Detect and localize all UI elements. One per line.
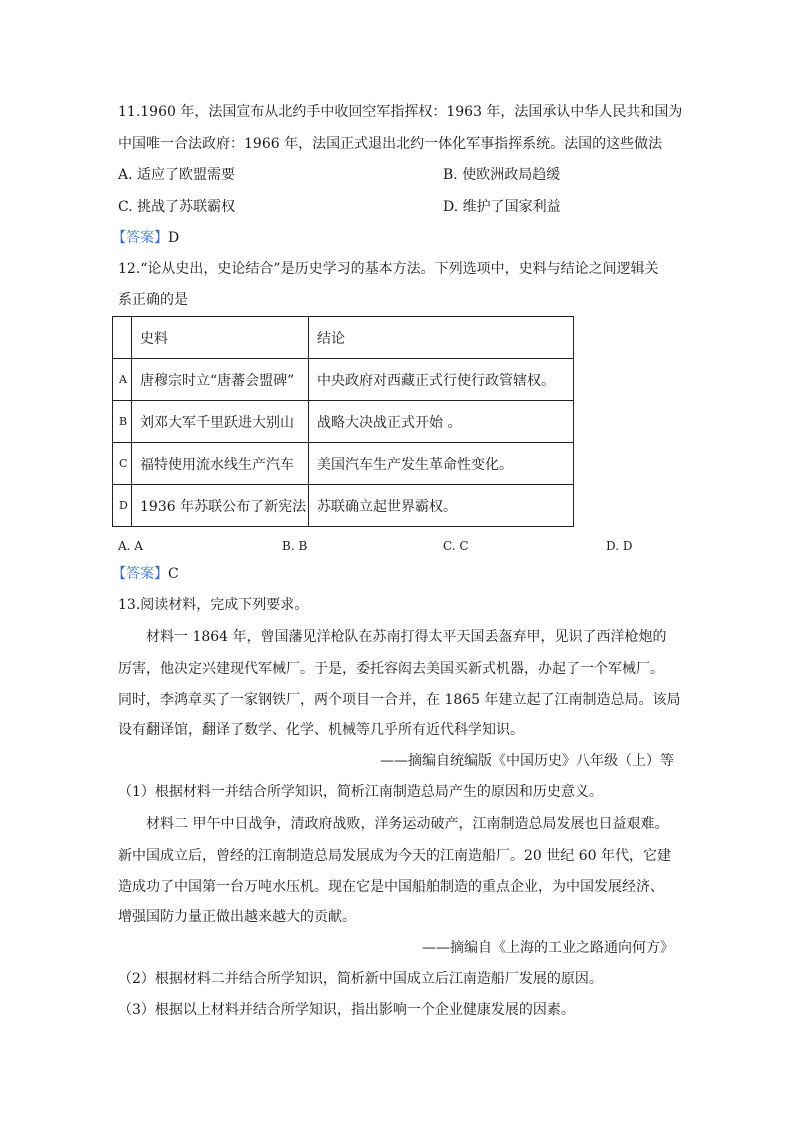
q13-source-1: ——摘编自统编版《中国历史》八年级（上）等 — [380, 753, 674, 769]
q13-material2-line-4: 增强国防力量正做出越来越大的贡献。 — [118, 909, 356, 925]
row-key: D — [113, 485, 132, 527]
row-key: A — [113, 359, 132, 401]
answer-tag: 【答案】 — [112, 566, 168, 582]
table-row — [113, 359, 574, 401]
row-conclusion: 中央政府对西藏正式行使行政管辖权。 — [309, 359, 574, 401]
row-conclusion: 战略大决战正式开始 。 — [309, 401, 574, 443]
material-conclusion-table — [112, 316, 574, 527]
q11-stem-line-1: 11.1960 年，法国宣布从北约手中收回空军指挥权：1963 年，法国承认中华人民共和国为 — [118, 104, 683, 120]
table-row — [113, 443, 574, 485]
q13-source-2: ——摘编自《上海的工业之路通向何方》 — [422, 940, 674, 956]
row-material: 刘邓大军千里跃进大别山 — [132, 401, 309, 443]
q11-option-d: D. 维护了国家利益 — [443, 199, 561, 215]
q11-option-c: C. 挑战了苏联霸权 — [118, 199, 236, 215]
q13-material2-line-2: 新中国成立后，曾经的江南制造总局发展成为今天的江南造船厂。20 世纪 60 年代，它建 — [118, 848, 671, 864]
q12-option-d: D. D — [606, 539, 633, 553]
row-key: C — [113, 443, 132, 485]
q12-option-b: B. B — [282, 539, 308, 553]
answer-value: C — [168, 566, 179, 582]
q13-material1-line-2: 厉害，他决定兴建现代军械厂。于是，委托容闳去美国买新式机器，办起了一个军械厂。 — [118, 661, 664, 677]
table-row — [113, 485, 574, 527]
row-key: B — [113, 401, 132, 443]
q13-material1-line-3: 同时，李鸿章买了一家钢铁厂，两个项目一合并，在 1865 年建立起了江南制造总局。该局 — [118, 692, 681, 708]
q12-option-a: A. A — [118, 539, 143, 553]
row-conclusion: 美国汽车生产发生革命性变化。 — [309, 443, 574, 485]
q13-task-3: （3）根据以上材料并结合所学知识，指出影响一个企业健康发展的因素。 — [118, 1002, 575, 1018]
row-conclusion: 苏联确立起世界霸权。 — [309, 485, 574, 527]
answer-value: D — [168, 230, 180, 246]
q13-material1-line-4: 设有翻译馆，翻译了数学、化学、机械等几乎所有近代科学知识。 — [118, 722, 524, 738]
q11-stem-line-2: 中国唯一合法政府：1966 年，法国正式退出北约一体化军事指挥系统。法国的这些做法 — [118, 136, 663, 152]
table-row — [113, 401, 574, 443]
q13-intro: 13.阅读材料，完成下列要求。 — [118, 597, 309, 613]
q13-task-2: （2）根据材料二并结合所学知识，简析新中国成立后江南造船厂发展的原因。 — [118, 971, 603, 987]
row-material: 1936 年苏联公布了新宪法 — [132, 485, 309, 527]
q11-option-a: A. 适应了欧盟需要 — [118, 167, 236, 183]
q13-material2-line-3: 造成功了中国第一台万吨水压机。现在它是中国船舶制造的重点企业，为中国发展经济、 — [118, 879, 664, 895]
q12-answer — [112, 564, 179, 584]
row-material: 唐穆宗时立“唐蕃会盟碑” — [132, 359, 309, 401]
q13-task-1: （1）根据材料一并结合所学知识，简析江南制造总局产生的原因和历史意义。 — [118, 784, 603, 800]
header-material-cell: 史料 — [132, 317, 309, 359]
q13-material1-line-1: 材料一 1864 年，曾国藩见洋枪队在苏南打得太平天国丢盔弃甲，见识了西洋枪炮的 — [146, 629, 667, 645]
table-header-row — [113, 317, 574, 359]
q12-stem-line-1: 12.“论从史出，史论结合”是历史学习的基本方法。下列选项中，史料与结论之间逻辑关 — [118, 261, 659, 277]
q12-stem-line-2: 系正确的是 — [118, 292, 188, 308]
header-conclusion-cell: 结论 — [309, 317, 574, 359]
header-key-cell — [113, 317, 132, 359]
q11-option-b: B. 使欧洲政局趋缓 — [443, 167, 561, 183]
q12-option-c: C. C — [443, 539, 469, 553]
row-material: 福特使用流水线生产汽车 — [132, 443, 309, 485]
q11-answer — [112, 228, 179, 248]
answer-tag: 【答案】 — [112, 230, 168, 246]
q13-material2-line-1: 材料二 甲午中日战争，清政府战败，洋务运动破产，江南制造总局发展也日益艰难。 — [146, 816, 669, 832]
